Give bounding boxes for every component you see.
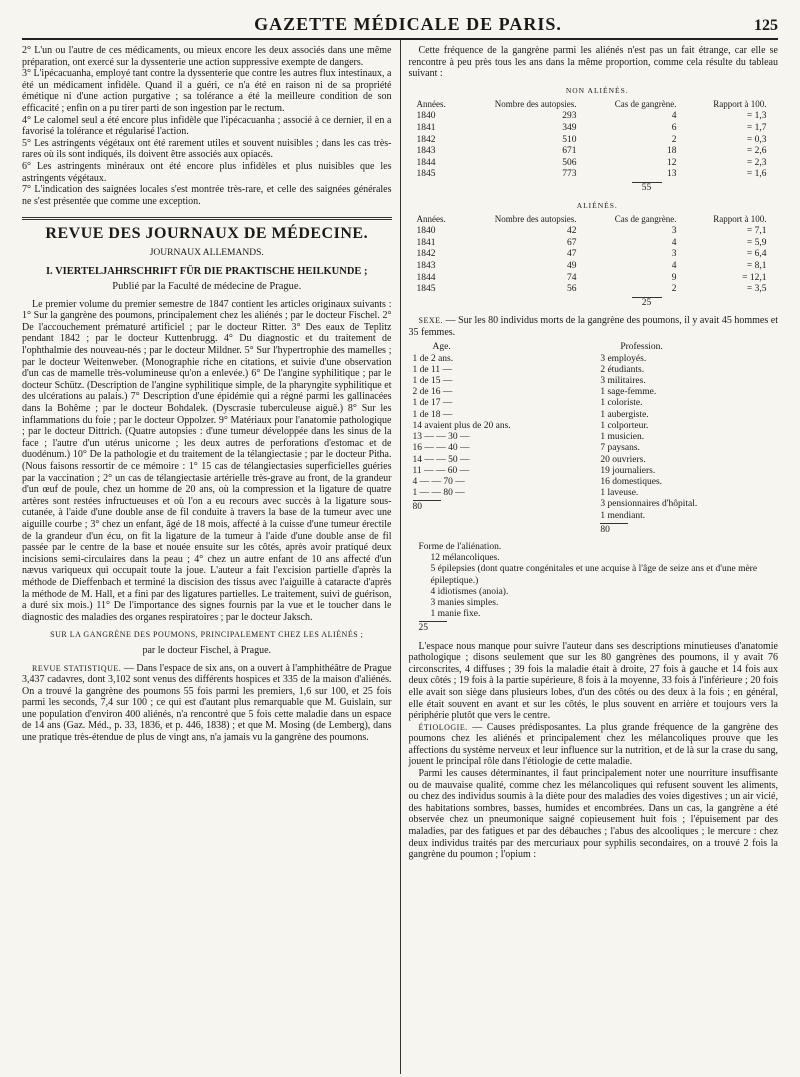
profession-item: 1 colporteur. xyxy=(600,420,649,431)
table-cell: 42 xyxy=(567,226,577,237)
table-cell: 4 xyxy=(671,260,677,271)
paragraph: 2° L'un ou l'autre de ces médicaments, ou mieux encore les deux associés dans une même préparation, ont exercé sur la dyssenterie une action suppressive exempte de dangers. xyxy=(22,45,392,68)
table-cell: 349 xyxy=(562,122,577,133)
col-header: Nombre des autopsies. xyxy=(494,99,577,110)
alienation-item: 4 idiotismes (anoia). xyxy=(430,586,509,597)
alienation-item: 12 mélancoliques. xyxy=(430,553,500,564)
table-cell: 6 xyxy=(671,122,677,133)
table-cell: 1842 xyxy=(416,134,436,145)
parmi-paragraph: Parmi les causes déterminantes, il faut principalement noter une nourriture insuffisante ou de mauvaise qualité, comme chez les mélancoliques qui refusent souvent les aliments, ou chez des individus soumis à la diète pour des maladies des voies digestives ; un air vicié, des habitations sombres, basses, humides et encombrées. Dans un cas, la gangrène a été observée chez un pneumonique saigné copieusement huit fois ; l'épuisement par des maladies, par des fatigues et par des débauches ; l'abus des alcooliques ; le mercure : chez deux individus traités par des mercuriaux pour syphilis secondaires, on a trouvé 2 fois la gangrène du poumon ; l'opium : xyxy=(408,768,778,861)
table-cell: = 1,7 xyxy=(746,122,767,133)
table-cell: 671 xyxy=(562,146,577,157)
table-row xyxy=(417,226,779,238)
revue-stat-label: REVUE STATISTIQUE. xyxy=(32,663,122,673)
etiologie-paragraph xyxy=(409,722,779,768)
gangrene-title: SUR LA GANGRÈNE DES POUMONS, PRINCIPALEMENT CHEZ LES ALIÉNÉS ; xyxy=(50,630,364,640)
profession-item: 3 employés. xyxy=(600,353,647,364)
table-cell: 510 xyxy=(562,134,577,145)
table-total: 25 xyxy=(632,297,662,310)
table-cell: 1845 xyxy=(416,169,436,180)
age-profession-lists xyxy=(409,342,779,535)
sexe-label: SEXE. xyxy=(418,316,443,326)
table-body xyxy=(417,226,779,296)
table-cell: 47 xyxy=(567,249,577,260)
col-header: Années. xyxy=(416,99,446,110)
table-cell: = 0,3 xyxy=(746,134,767,145)
alienation-total: 25 xyxy=(418,623,428,634)
paragraph: 5° Les astringents végétaux ont été rarement utiles et souvent nuisibles ; dans les cas très-rares où ils sont indiqués, ils doivent être associés aux opiacés. xyxy=(22,137,392,161)
profession-item: 20 ouvriers. xyxy=(600,454,646,465)
page-header xyxy=(22,0,778,40)
table-cell: 9 xyxy=(671,272,677,283)
age-item: 11 — — 60 — xyxy=(412,465,470,476)
table-cell: = 6,4 xyxy=(746,249,767,260)
table-cell: = 12,1 xyxy=(742,272,767,283)
table-cell: = 1,3 xyxy=(746,111,767,122)
table-title: ALIÉNÉS. xyxy=(576,200,618,210)
contents-paragraph: Le premier volume du premier semestre de 1847 contient les articles originaux suivants : 1° Sur la gangrène des poumons, principalement chez les aliénés ; par le docteur Fischel. 2° De l'accouchement prématuré artificiel ; par le docteur Ritter. 3° Des eaux de Teplitz pendant 1842 ; par le docteur Kuttenbrugg. 4° Du diagnostic et du traitement de l'ophthalmie des nouveau-nés ; par le docteur Mildner. 5° Sur l'hypertrophie des mamelles ; par le docteur Weitenweber. (Monographie riche en citations, et suivie d'une observation d'un cas de mamelle très-volumineuse qu'on a enlevée.) 6° De l'angine syphilitique ; par le docteur Schütz. (Description de l'angine syphilitique simple, de la pharyngite syphilitique et des ulcérations au palais.) 7° Description d'une épidémie qui a régné parmi les gallinacées dans la Bohême ; par le docteur Bohdalek. (Dyscrasie tuberculeuse aiguë.) 8° Sur les inflammations du foie ; par le docteur Oppolzer. 9° Matériaux pour l'anatomie pathologique ; par le docteur Dittrich. (Quatre autopsies : d'une tumeur développée dans les sinus de la face ; l'autre d'un utérus unicorne ; les deux autres de perforations d'estomac et de duodénum.) 10° De la pathologie et du traitement de la télangiectasie ; par le docteur Pitha. (Nous faisons ressortir de ce mémoire : 1° 15 cas de télangiectasies superficielles guéries par la vaccination ; 2° un cas de télangiectasie artérielle très-grave au front, de la grandeur d'un œuf de poule, chez un homme de 20 ans, où la compression et la ligature de quatre artères sont restées infructueuses et où l'on a eu recours avec succès à la ligature sous-cutanée, à l'aide d'une double anse de fil conduite à travers la base de la tumeur avec une aiguille courbe ; 3° chez un enfant, âgé de 18 mois, affecté à la cuisse d'une tumeur érectile de la grandeur d'un écu, on fit la ligature de la tumeur à l'aide d'une double anse de fil passée par le centre de la base et nouée ensuite sur les côtés, après avoir pratiqué deux incisions semi-circulaires dans la peau ; 4° chez un autre enfant de 10 ans affecté d'un nævus variqueux qui occupait toute la joue. L'auteur a fait l'excision partielle d'après la méthode de Dieffenbach et terminé la discision des tissus avec l'aiguille à cataracte d'après la méthode de M. Hall, et a fini par des ligatures partielles. Le traitement, suivi de guérison, a duré six mois.) 11° De l'importance des signes fournis par la vue et le toucher dans le diagnostic des maladies des organes respiratoires ; par le docteur Jaksch. xyxy=(22,298,392,623)
profession-item: 1 laveuse. xyxy=(600,488,639,499)
col-header: Nombre des autopsies. xyxy=(494,214,577,225)
table-header xyxy=(417,214,779,224)
paragraph: 6° Les astringents minéraux ont été encore plus infidèles et plus nuisibles que les astringents végétaux. xyxy=(22,160,392,184)
table-cell: = 3,5 xyxy=(746,284,767,295)
alienation-list xyxy=(409,542,779,635)
table-title: NON ALIÉNÉS. xyxy=(565,85,629,95)
table-cell: 1843 xyxy=(416,146,436,157)
profession-item: 2 étudiants. xyxy=(600,364,645,375)
age-header: Age. xyxy=(432,342,451,353)
left-column xyxy=(22,40,401,1074)
age-item: 16 — — 40 — xyxy=(412,443,470,454)
profession-item: 1 musicien. xyxy=(600,432,645,443)
table-row xyxy=(417,284,779,296)
table-row xyxy=(417,249,779,261)
profession-list xyxy=(580,342,778,535)
table-cell: 506 xyxy=(562,157,577,168)
table-cell: 1841 xyxy=(416,122,436,133)
table-alienes xyxy=(417,200,779,310)
total-rule xyxy=(600,523,628,524)
age-total: 80 xyxy=(412,502,422,513)
revue-title: REVUE DES JOURNAUX DE MÉDECINE. xyxy=(45,225,369,243)
col-header: Cas de gangrène. xyxy=(614,99,677,110)
profession-item: 1 coloriste. xyxy=(600,398,643,409)
alienation-item: 5 épilepsies (dont quatre congénitales et une acquise à l'âge de seize ans et d'une mère épileptique.) xyxy=(430,564,758,586)
revue-stat-text: — Dans l'espace de six ans, on a ouvert à l'amphithéâtre de Prague 3,437 cadavres, dont 3,102 sont venus des différents hospices et 335 de la maison d'aliénés. On a trouvé la gangrène des poumons 55 fois parmi les premiers, 1,6 sur 100, et 25 fois parmi les seconds, 7,4 sur 100 ; ce qui est d'autant plus remarquable que M. Guislain, sur une population d'environ 400 aliénés, n'a rencontré que 5 fois cette maladie dans un espace de 14 ans (Gaz. Méd., p. 33, 1836, et p. 446, 1838) ; et que M. Mosing (de Lemberg), dans une pratique très-étendue de plus de vingt ans, n'a jamais vu la gangrène des poumons. xyxy=(22,662,392,744)
table-cell: 4 xyxy=(671,111,677,122)
table-cell: 3 xyxy=(671,249,677,260)
table-cell: 18 xyxy=(667,146,677,157)
right-column xyxy=(401,40,779,1074)
table-row xyxy=(417,111,779,123)
table-cell: 1843 xyxy=(416,260,436,271)
table-body xyxy=(417,111,779,181)
table-cell: 773 xyxy=(562,169,577,180)
table-cell: 74 xyxy=(567,272,577,283)
age-item: 4 — — 70 — xyxy=(412,476,465,487)
table-cell: 1841 xyxy=(416,237,436,248)
sexe-paragraph xyxy=(409,315,779,338)
table-total: 55 xyxy=(632,182,662,195)
profession-item: 1 sage-femme. xyxy=(600,387,657,398)
col-header: Cas de gangrène. xyxy=(614,214,677,225)
table-cell: = 8,1 xyxy=(746,260,767,271)
table-cell: 3 xyxy=(671,226,677,237)
age-item: 14 avaient plus de 20 ans. xyxy=(412,420,511,431)
alienation-header: Forme de l'aliénation. xyxy=(418,541,502,552)
profession-item: 19 journaliers. xyxy=(600,465,656,476)
age-item: 1 de 11 — xyxy=(412,364,452,375)
table-row xyxy=(417,146,779,158)
age-list xyxy=(409,342,581,535)
col-header: Rapport à 100. xyxy=(713,99,767,110)
section-divider xyxy=(22,217,392,220)
profession-total: 80 xyxy=(600,524,610,535)
profession-item: 16 domestiques. xyxy=(600,476,663,487)
publie-line: Publié par la Faculté de médecine de Prague. xyxy=(112,281,302,293)
profession-header: Profession. xyxy=(620,342,663,353)
paragraph: 7° L'indication des saignées locales s'est montrée très-rare, et celle des saignées générales ne s'est présentée que comme une exception. xyxy=(22,184,392,207)
revue-stat-paragraph xyxy=(22,663,392,744)
age-item: 14 — — 50 — xyxy=(412,454,470,465)
profession-item: 1 aubergiste. xyxy=(600,409,649,420)
table-row xyxy=(417,273,779,285)
top-paragraph: Cette fréquence de la gangrène parmi les aliénés n'est pas un fait étrange, car elle se rencontre à peu près tous les ans dans la même proportion, comme cela résulte du tableau suivant : xyxy=(408,45,778,80)
journal-title: GAZETTE MÉDICALE DE PARIS. xyxy=(254,14,562,34)
age-item: 1 de 2 ans. xyxy=(412,353,454,364)
table-row xyxy=(417,261,779,273)
total-rule xyxy=(419,621,447,622)
paragraph: 4° Le calomel seul a été encore plus infidèle que l'ipécacuanha ; associé à ce dernier, il en a favorisé la tolérance et régularisé l'action. xyxy=(22,114,392,138)
table-cell: 1840 xyxy=(416,226,436,237)
table-row xyxy=(417,158,779,170)
profession-item: 3 militaires. xyxy=(600,376,646,387)
table-cell: 1840 xyxy=(416,111,436,122)
table-cell: 49 xyxy=(567,260,577,271)
etiologie-text: — Causes prédisposantes. La plus grande fréquence de la gangrène des poumons chez les aliénés et principalement chez les mélancoliques prouve que les affections du système nerveux et leur influence sur la nutrition, et de là sur la crase du sang, jouent le principal rôle dans l'étiologie de cette maladie. xyxy=(408,721,778,768)
table-row xyxy=(417,169,779,181)
alienation-item: 3 manies simples. xyxy=(430,597,499,608)
paragraph: 3° L'ipécacuanha, employé tant contre la dyssenterie que contre les autres flux intestinaux, a été un médicament infidèle. Quand il a guéri, ce n'a été en raison ni de sa propriété émétique ni d'une action purgative ; sa tolérance a été la meilleure condition de son efficacité ; enfin on a pu tirer parti de son ingestion par le rectum. xyxy=(22,68,392,114)
viertel-title: I. VIERTELJAHRSCHRIFT FÜR DIE PRAKTISCHE HEILKUNDE ; xyxy=(45,265,368,277)
table-cell: 1845 xyxy=(416,284,436,295)
table-cell: 56 xyxy=(567,284,577,295)
table-cell: = 7,1 xyxy=(746,226,767,237)
profession-item: 3 pensionnaires d'hôpital. xyxy=(600,499,698,510)
table-cell: = 1,6 xyxy=(746,169,767,180)
table-header xyxy=(417,99,779,109)
etiologie-label: ÉTIOLOGIE. xyxy=(418,722,468,732)
table-row xyxy=(417,123,779,135)
table-cell: 4 xyxy=(671,237,677,248)
table-cell: 1842 xyxy=(416,249,436,260)
total-rule xyxy=(413,500,441,501)
table-cell: = 2,3 xyxy=(746,157,767,168)
table-cell: = 2,6 xyxy=(746,146,767,157)
page-number: 125 xyxy=(754,17,778,34)
sexe-text: — Sur les 80 individus morts de la gangrène des poumons, il y avait 45 hommes et 35 femmes. xyxy=(408,315,778,338)
journaux-subtitle: JOURNAUX ALLEMANDS. xyxy=(149,247,264,258)
table-cell: 293 xyxy=(562,111,577,122)
espace-paragraph: L'espace nous manque pour suivre l'auteur dans ses descriptions minutieuses d'anatomie pathologique ; disons seulement que sur les 80 gangrènes des poumons, il y avait 76 circonscrites, 4 diffuses ; 39 fois la maladie était à droite, 27 fois à gauche et 14 fois aux deux côtés ; 19 fois à la partie supérieure, 8 fois à la moyenne, 33 fois à l'inférieure ; 20 fois elle avait son siège dans plusieurs lobes, d'un des côtés ou des deux à la fois ; en général, elle était souvent en avant et sur les côtés, le plus souvent en arrière et toujours vers la périphérie plutôt que vers le centre. xyxy=(408,640,778,722)
table-non-alienes xyxy=(417,85,779,195)
col-header: Rapport à 100. xyxy=(713,214,767,225)
table-cell: = 5,9 xyxy=(746,237,767,248)
col-header: Années. xyxy=(416,214,446,225)
age-item: 1 de 17 — xyxy=(412,398,453,409)
age-item: 2 de 16 — xyxy=(412,387,453,398)
table-cell: 2 xyxy=(671,134,677,145)
gangrene-author: par le docteur Fischel, à Prague. xyxy=(142,644,272,656)
table-cell: 1844 xyxy=(416,157,436,168)
age-item: 13 — — 30 — xyxy=(412,432,470,443)
profession-item: 7 paysans. xyxy=(600,443,640,454)
age-item: 1 — — 80 — xyxy=(412,488,465,499)
table-cell: 13 xyxy=(667,169,677,180)
table-cell: 1844 xyxy=(416,272,436,283)
profession-item: 1 mendiant. xyxy=(600,510,646,521)
table-cell: 2 xyxy=(671,284,677,295)
alienation-item: 1 manie fixe. xyxy=(430,609,481,620)
age-item: 1 de 18 — xyxy=(412,409,453,420)
intro-paragraphs xyxy=(22,45,392,207)
table-row xyxy=(417,135,779,147)
age-item: 1 de 15 — xyxy=(412,376,453,387)
table-row xyxy=(417,238,779,250)
table-cell: 12 xyxy=(667,157,677,168)
table-cell: 67 xyxy=(567,237,577,248)
